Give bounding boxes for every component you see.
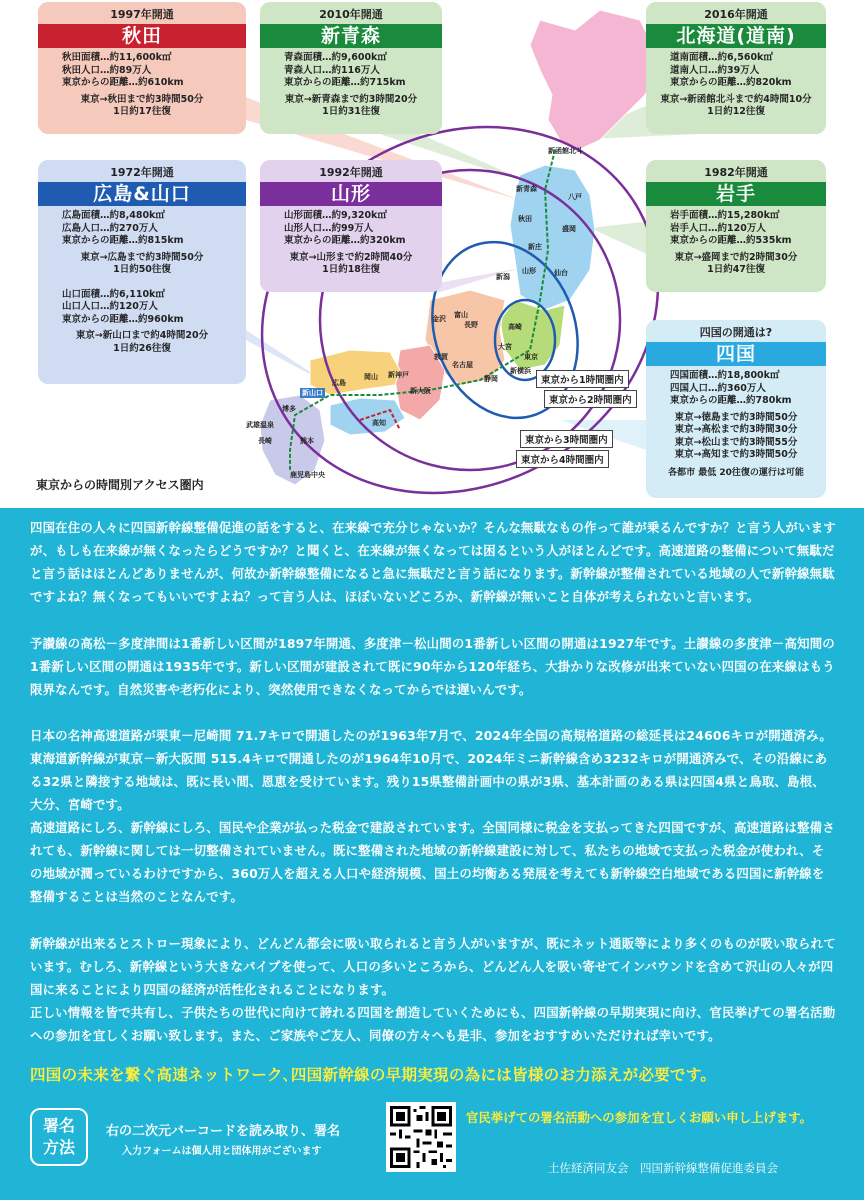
city-label: 仙台	[554, 269, 568, 277]
paragraph: 新幹線が出来るとストロー現象により、どんどん都会に吸い取られると言う人がいますが、既にネット通販等により多くのものが吸い取られています。むしろ、新幹線という大きなパイプを使って、人口の多いところから、どんどん人を吸い寄せてインバウンドを含めて沢山の人々が四国に来ることにより四国の経済が活性化されることになります。	[30, 936, 836, 997]
card-freq: 1日約17往復	[113, 106, 171, 117]
city-label: 新横浜	[510, 367, 531, 375]
card-line: 東京からの距離…約960km	[62, 313, 184, 325]
card-line: 東京からの距離…約780km	[670, 395, 792, 406]
badge-line: 方法	[42, 1138, 75, 1157]
card-title: 岩手	[646, 182, 826, 206]
city-label: 鹿児島中央	[290, 471, 325, 479]
card-year: 2010年開通	[319, 8, 383, 21]
card-line: 道南面積…約6,560k㎡	[670, 52, 773, 63]
zone-label-1h: 東京から1時間圏内	[536, 370, 629, 388]
city-label: 長野	[464, 321, 478, 329]
paragraph: 日本の名神高速道路が栗東－尼崎間 71.7キロで開通したのが1963年7月で、2024年全国の高規格道路の総延長は24606キロが開通済み。	[30, 728, 833, 743]
city-label: 東京	[524, 353, 538, 361]
card-year: 1997年開通	[110, 8, 174, 21]
card-title: 秋田	[38, 24, 246, 48]
zone-label-2h: 東京から2時間圏内	[544, 390, 637, 408]
body-text-section	[0, 508, 864, 1200]
card-hiroshima-yamaguchi	[38, 160, 246, 384]
headline: 四国の未来を繋ぐ高速ネットワーク､四国新幹線の早期実現の為には皆様のお力添えが必要です。	[30, 1066, 717, 1084]
card-route: 東京→松山まで約3時間55分	[674, 436, 798, 448]
city-label: 富山	[454, 311, 468, 319]
card-line: 東京からの距離…約535km	[670, 235, 792, 246]
card-title: 広島&山口	[38, 182, 246, 206]
city-label: 武雄温泉	[246, 421, 274, 429]
card-line: 四国人口…約360万人	[670, 382, 766, 394]
card-freq: 1日約50往復	[113, 264, 171, 275]
access-map	[0, 0, 864, 508]
signature-subnote: 入力フォームは個人用と団体用がございます	[122, 1146, 322, 1157]
card-footnote: 各都市 最低 20往復の運行は可能	[668, 467, 804, 478]
card-line: 山形面積…約9,320k㎡	[284, 210, 387, 221]
card-shikoku	[646, 320, 826, 498]
paragraph: 正しい情報を皆で共有し、子供たちの世代に向けて誇れる四国を創造していくためにも、四国新幹線の早期実現に向け、官民挙げての署名活動への参加を宜しくお願い致します。また、ご家族やご友人、同僚の方々へも是非、参加をおすすめいただければ幸いです。	[30, 1005, 836, 1043]
city-label: 新函館北斗	[548, 147, 583, 155]
city-label: 名古屋	[452, 361, 473, 369]
card-line: 東京からの距離…約815km	[62, 235, 184, 246]
city-label: 新神戸	[388, 371, 409, 379]
card-line: 道南人口…約39万人	[670, 64, 760, 76]
zone-label-3h: 東京から3時間圏内	[520, 430, 613, 448]
card-freq: 1日約31往復	[322, 106, 380, 117]
card-iwate	[646, 160, 826, 292]
card-title: 四国	[646, 342, 826, 366]
city-label: 敦賀	[434, 353, 448, 361]
city-label: 新山口	[302, 389, 323, 397]
card-year: 四国の開通は?	[699, 326, 773, 339]
card-shinaomori	[260, 2, 442, 134]
paragraph: 高速道路にしろ、新幹線にしろ、国民や企業が払った税金で建設されています。全国同様に税金を支払ってきた四国ですが、高速道路は整備されても、新幹線に関しては一切整備されていません。既に整備された地域の新幹線建設に対して、私たちの地域で支払った税金が使われ、その地域が潤っているわけですから、360万人を超える人口や経済規模、国土の均衡ある発展を考えても新幹線空白地域である四国に新幹線を整備することは当然のことなんです。	[30, 820, 835, 904]
qr-code-icon	[390, 1106, 452, 1168]
card-line: 秋田人口…約89万人	[62, 64, 152, 76]
card-route: 東京→高知まで約3時間50分	[674, 449, 798, 460]
card-year: 1992年開通	[319, 166, 383, 179]
card-title: 新青森	[260, 24, 442, 48]
card-route: 東京→秋田まで約3時間50分	[80, 93, 204, 105]
card-freq: 1日約12往復	[707, 106, 765, 117]
card-akita	[38, 2, 246, 134]
card-line: 岩手面積…約15,280k㎡	[670, 210, 780, 221]
card-freq: 1日約26往復	[113, 342, 171, 354]
zone-label-4h: 東京から4時間圏内	[516, 450, 609, 468]
card-line: 広島面積…約8,480k㎡	[62, 210, 165, 221]
city-label: 長崎	[258, 437, 272, 445]
card-line: 秋田面積…約11,600k㎡	[62, 52, 172, 63]
signature-method-badge	[30, 1108, 88, 1166]
city-label: 山形	[522, 267, 536, 275]
card-line: 東京からの距離…約320km	[284, 235, 406, 246]
card-route: 東京→山形まで約2時間40分	[289, 251, 413, 263]
signature-instruction: 右の二次元バーコードを読み取り、署名	[106, 1124, 341, 1139]
card-line: 青森面積…約9,600k㎡	[284, 52, 387, 63]
card-freq: 1日約47往復	[707, 264, 765, 275]
card-line: 東京からの距離…約610km	[62, 77, 184, 88]
city-label: 新潟	[496, 273, 510, 281]
city-label: 静岡	[484, 375, 498, 383]
card-line: 東京からの距離…約820km	[670, 77, 792, 88]
card-line: 山口面積…約6,110k㎡	[62, 288, 165, 300]
city-label: 熊本	[300, 437, 314, 445]
city-label: 新大阪	[410, 387, 431, 395]
map-caption: 東京からの時間別アクセス圏内	[36, 478, 204, 492]
card-hokkaido	[646, 2, 826, 134]
city-label: 秋田	[518, 215, 532, 223]
city-label: 八戸	[568, 193, 582, 201]
city-label: 広島	[332, 379, 346, 387]
card-route: 東京→徳島まで約3時間50分	[674, 411, 798, 423]
paragraph: 東海道新幹線が東京－新大阪間 515.4キロで開通したのが1964年10月で、2024年ミニ新幹線含め3232キロが開通済みで、その沿線にある32県と隣接する地域は、既に長い間、恩恵を受けています。残り15県整備計画中の県が3県、基本計画のある県は四国4県と鳥取、島根、大分、宮崎です。	[30, 751, 828, 812]
qr-code[interactable]	[386, 1102, 456, 1172]
card-year: 2016年開通	[704, 8, 768, 21]
card-freq: 1日約18往復	[322, 264, 380, 275]
city-label: 高知	[372, 419, 386, 427]
card-line: 山口人口…約120万人	[62, 301, 158, 312]
card-yamagata	[260, 160, 442, 292]
card-route: 東京→盛岡まで約2時間30分	[674, 251, 798, 263]
card-line: 東京からの距離…約715km	[284, 77, 406, 88]
card-line: 山形人口…約99万人	[284, 222, 374, 234]
card-route: 東京→広島まで約3時間50分	[80, 251, 204, 263]
card-route: 東京→高松まで約3時間30分	[674, 424, 798, 435]
city-label: 新庄	[528, 243, 542, 251]
paragraph: 四国在住の人々に四国新幹線整備促進の話をすると、在来線で充分じゃないか？そんな無駄なもの作って誰が乗るんですか？と言う人がいますが、もしも在来線が無くなったらどうですか？と聞くと、在来線が無くなっては困るという人がほとんどです。高速道路の整備について無駄だと言う話はほとんどありませんが、何故か新幹線整備になると急に無駄だと言う話になります。新幹線が整備されている地域の人で新幹線無駄ですよね？無くなってもいいですよね？って言う人は、ほぼいないどころか、新幹線が無いこと自体が考えられないと言います。	[30, 520, 836, 604]
signature-request-note: 官民挙げての署名活動への参加を宜しくお願い申し上げます。	[466, 1110, 812, 1125]
paragraph: 予讃線の高松－多度津間は1番新しい区間が1897年開通、多度津－松山間の1番新しい区間の開通は1927年です。土讃線の多度津－高知間の1番新しい区間の開通は1935年です。新しい区間が建設されて既に90年から120年経ち、大掛かりな改修が出来ていない四国の在来線はもう限界なんです。自然災害や老朽化により、突然使用できなくなってからでは遅いんです。	[30, 636, 835, 697]
card-route: 東京→新青森まで約3時間20分	[284, 93, 418, 105]
city-label: 高崎	[508, 323, 522, 331]
card-year: 1972年開通	[110, 166, 174, 179]
card-route: 東京→新山口まで約4時間20分	[75, 330, 209, 341]
organization-name: 土佐経済同友会 四国新幹線整備促進委員会	[548, 1161, 778, 1175]
card-line: 四国面積…約18,800k㎡	[670, 370, 780, 381]
card-year: 1982年開通	[704, 166, 768, 179]
card-line: 岩手人口…約120万人	[670, 222, 766, 234]
card-title: 山形	[260, 182, 442, 206]
card-route: 東京→新函館北斗まで約4時間10分	[660, 93, 812, 105]
city-label: 新青森	[516, 185, 537, 193]
city-label: 岡山	[364, 373, 378, 381]
card-line: 青森人口…約116万人	[284, 64, 380, 76]
city-label: 金沢	[432, 315, 446, 323]
city-label: 博多	[282, 405, 296, 413]
badge-line: 署名	[42, 1116, 75, 1135]
city-label: 大宮	[498, 343, 512, 351]
city-label: 盛岡	[562, 225, 576, 233]
card-title: 北海道(道南)	[646, 24, 826, 48]
card-line: 広島人口…約270万人	[62, 222, 158, 234]
